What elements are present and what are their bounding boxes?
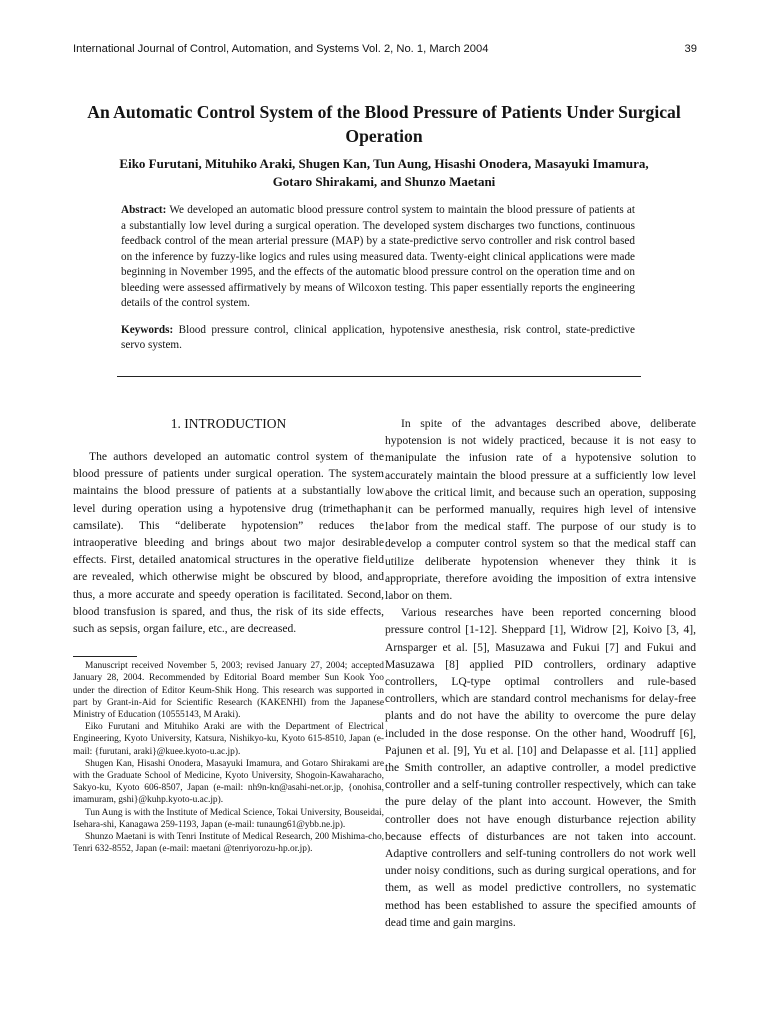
- journal-citation: International Journal of Control, Automation, and Systems Vol. 2, No. 1, March 2004: [73, 43, 489, 55]
- abstract: [121, 203, 635, 312]
- abstract-divider: [117, 376, 641, 377]
- keywords-text: Blood pressure control, clinical application, hypotensive anesthesia, risk control, state-predictive servo system.: [121, 323, 635, 351]
- footnotes: [73, 660, 384, 855]
- running-head: [73, 43, 697, 55]
- footnote-affiliation: Shunzo Maetani is with Tenri Institute of Medical Research, 200 Mishima-cho, Tenri 632-8552, Japan (e-mail: maetani @tenriyorozu-hp.or.jp).: [73, 832, 384, 855]
- intro-paragraph-1: The authors developed an automatic control system of the blood pressure of patients under surgical operation. The system maintains the blood pressure of patients at a substantially low level during operation using a hypotensive drug (trimethaphan camsilate). This “deliberate hypotension” reduces the intraoperative bleeding and brings about two major desirable effects. First, detailed anatomical structures in the operative field are revealed, which otherwise might be obscured by blood, and thus, a more accurate and speedy operation is facilitated. Second, blood transfusion is spared, and thus, the risk of its side effects, such as sepsis, organ failure, etc., are decreased.: [73, 450, 384, 636]
- right-column: [385, 415, 696, 931]
- footnote-affiliation: Eiko Furutani and Mituhiko Araki are with the Department of Electrical Engineering, Kyoto University, Katsura, Nishikyo-ku, Kyoto 615-8510, Japan (e-mail: {furutani, araki}@kuee.kyoto-u.ac.jp).: [73, 722, 384, 757]
- left-column: [73, 410, 384, 855]
- author-list: Eiko Furutani, Mituhiko Araki, Shugen Kan, Tun Aung, Hisashi Onodera, Masayuki Imamura, Gotaro Shirakami, and Shunzo Maetani: [119, 156, 649, 189]
- footnote-affiliation: Tun Aung is with the Institute of Medical Science, Tokai University, Bouseidai, Isehara-shi, Kanagawa 259-1193, Japan (e-mail: tunaung61@ybb.ne.jp).: [73, 807, 384, 830]
- intro-paragraph-3: Various researches have been reported concerning blood pressure control [1-12]. Sheppard [1], Widrow [2], Koivo [3, 4], Arnsparger et al. [5], Masuzawa and Fukui [7] and Fukui and Masuzawa [8] applied PID controllers, ordinary adaptive controllers, LQ-type optimal controllers and rule-based controllers, which are standard control mechanisms for delay-free plants and do not have the ability to overcome the pure delay included in the dose response. On the other hand, Woodruff [6], Pajunen et al. [9], Yu et al. [10] and Delapasse et al. [11] applied the Smith controller, an adaptive controller, a model predictive controller and a self-tuning controller respectively, which can take the pure delay of the plant into account. However, the Smith controller does not have enough disturbance rejection ability because effects of disturbances are not taken into account. Adaptive controllers and self-tuning controllers do not work well under noisy conditions, such as during surgical operations, and for them, as well as model predictive controllers, no systematic method has been established to assure the specified amounts of dead time and gain margins.: [385, 606, 696, 929]
- footnote-affiliation: Shugen Kan, Hisashi Onodera, Masayuki Imamura, and Gotaro Shirakami are with the Graduate School of Medicine, Kyoto University, Shogoin-Kawaharacho, Sakyo-ku, Kyoto 606-8507, Japan (e-mail: nh9n-kn@asahi-net.or.jp, {onohisa, imamuram, gshi}@kuhp.kyoto-u.ac.jp).: [73, 758, 384, 806]
- footnote-manuscript: Manuscript received November 5, 2003; revised January 27, 2004; accepted January 28, 2004. Recommended by Editorial Board member Sun Kook Yoo under the direction of Editor Keum-Shik Hong. This research was supported in part by Grant-in-Aid for Scientific Research (KAKENHI) from the Japanese Ministry of Education (10555143, M Araki).: [73, 661, 384, 721]
- footnote-divider: [73, 656, 137, 657]
- abstract-section: [121, 203, 635, 354]
- section-heading-introduction: 1. INTRODUCTION: [170, 416, 287, 431]
- keywords: [121, 323, 635, 354]
- intro-paragraph-2: In spite of the advantages described above, deliberate hypotension is not widely practiced, because it is not easy to manipulate the infusion rate of a hypotensive solution to accurately maintain the blood pressure at a sufficiently low level above the critical limit, and because such an operation, supposing it can be performed manually, requires high level of intensive labor from the medical staff. The purpose of our study is to develop a computer control system so that the medical staff can utilize deliberate hypotension whenever they think it is appropriate, therefore avoiding the imposition of extra intensive labor on them.: [385, 417, 696, 603]
- abstract-label: Abstract:: [121, 204, 167, 216]
- page-number: 39: [684, 43, 697, 55]
- keywords-label: Keywords:: [121, 323, 174, 336]
- paper-title: An Automatic Control System of the Blood Pressure of Patients Under Surgical Operation: [87, 102, 681, 146]
- abstract-text: We developed an automatic blood pressure control system to maintain the blood pressure of patients at a substantially low level during a surgical operation. The developed system discharges two functions, continuous feedback control of the mean arterial pressure (MAP) by a state-predictive servo controller and risk control based on the inference by fuzzy-like logics and rules using measured data. Twenty-eight clinical applications were made beginning in November 1995, and the effects of the automatic blood pressure control on the operation time and on bleeding were assessed affirmatively by means of Wilcoxon testing. This paper essentially reports the engineering details of the control system.: [121, 204, 635, 309]
